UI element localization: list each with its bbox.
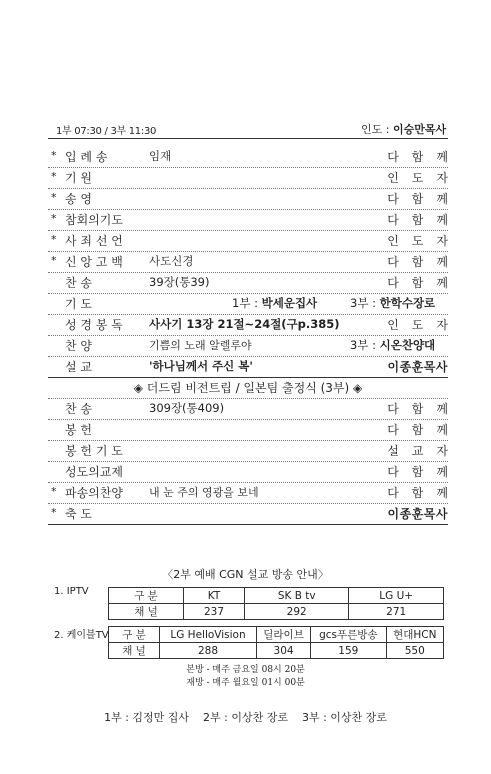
order-leader: 인도자 <box>387 318 461 332</box>
order-leader: 다함께 <box>387 402 461 416</box>
worship-leader-name: 이승만목사 <box>392 123 447 136</box>
cgn-title: 〈2부 예배 CGN 설교 방송 안내〉 <box>162 568 329 581</box>
order-title: 찬 양 <box>65 339 92 353</box>
sermon-title: '하나님께서 주신 복' <box>149 359 253 373</box>
table-cell: LG HelloVision <box>160 627 257 643</box>
cable-table <box>108 626 444 659</box>
table-row <box>109 604 444 620</box>
order-leader: 인도자 <box>387 234 461 248</box>
standing-mark: * <box>51 233 57 246</box>
table-cell: 채 널 <box>109 643 160 659</box>
anthem-part3 <box>350 337 435 353</box>
order2-row-4 <box>48 482 461 504</box>
order-leader: 설교자 <box>387 444 461 458</box>
order-row-4 <box>48 230 461 252</box>
prayer-part1-label: 1부 : <box>232 296 262 310</box>
order-row-prayer <box>48 293 448 315</box>
table-cell: 550 <box>386 643 443 659</box>
order-title: 송 영 <box>65 192 92 206</box>
standing-mark: * <box>51 506 57 519</box>
order-title: 입 례 송 <box>65 150 108 164</box>
broadcast-note-2: 재방 - 매주 월요일 01시 00분 <box>186 678 305 688</box>
announcement-text: ◈ 더드림 비전트립 / 일본팀 출정식 (3부) ◈ <box>133 381 363 395</box>
order-row-0 <box>48 146 461 168</box>
anthem-content: 기쁨의 노래 알렐루야 <box>149 339 252 352</box>
table-row <box>109 627 444 643</box>
table-cell: SK B tv <box>245 588 349 604</box>
standing-mark: * <box>51 191 57 204</box>
table-row <box>109 643 444 659</box>
order-title: 설 교 <box>65 360 92 374</box>
order2-row-3 <box>48 461 461 483</box>
order-title: 기 도 <box>65 297 92 311</box>
order-title: 축 도 <box>65 507 92 521</box>
order-row-sermon <box>48 356 448 378</box>
order-row-2 <box>48 188 461 210</box>
preacher-name: 이종훈목사 <box>387 360 448 374</box>
order-leader: 다함께 <box>387 192 461 206</box>
order-content: 사도신경 <box>149 254 194 268</box>
order-title: 성도의교제 <box>65 465 123 479</box>
order-content: 임재 <box>149 149 172 163</box>
order2-row-5 <box>48 503 448 525</box>
footer-prayer-leaders: 1부 : 김정만 집사 2부 : 이상찬 장로 3부 : 이상찬 장로 <box>104 711 387 724</box>
worship-leader-label: 인도 : <box>361 123 393 136</box>
table-cell: 현대HCN <box>386 627 443 643</box>
table-cell: KT <box>184 588 245 604</box>
prayer-part1 <box>232 295 317 311</box>
order-leader: 다함께 <box>387 276 461 290</box>
table-cell: 288 <box>160 643 257 659</box>
prayer-part3-name: 한학수장로 <box>379 296 436 310</box>
order2-row-1 <box>48 419 461 441</box>
table-cell: 159 <box>311 643 386 659</box>
order-content: 309장(통409) <box>149 401 225 415</box>
standing-mark: * <box>51 212 57 225</box>
order-row-scripture <box>48 314 461 336</box>
prayer-part3 <box>350 295 435 311</box>
order-leader: 다함께 <box>387 150 461 164</box>
service-times: 1부 07:30 / 3부 11:30 <box>56 126 157 137</box>
order-title: 봉 헌 <box>65 423 92 437</box>
order-leader: 다함께 <box>387 486 461 500</box>
order-leader: 다함께 <box>387 465 461 479</box>
scripture-content: 사사기 13장 21절~24절(구p.385) <box>149 317 340 331</box>
order-leader: 다함께 <box>387 213 461 227</box>
order2-row-0 <box>48 398 461 420</box>
order-content: 39장(통39) <box>149 275 210 289</box>
anthem-part3-name: 시온찬양대 <box>379 338 436 352</box>
order-title: 신 앙 고 백 <box>65 255 123 269</box>
order2-row-2 <box>48 440 461 462</box>
table-cell: gcs푸른방송 <box>311 627 386 643</box>
standing-mark: * <box>51 170 57 183</box>
iptv-label: 1. IPTV <box>54 586 89 597</box>
order-row-5 <box>48 251 461 273</box>
table-cell: 구 분 <box>109 588 184 604</box>
iptv-table <box>108 587 444 620</box>
worship-leader <box>361 121 446 137</box>
prayer-part3-label: 3부 : <box>350 296 380 310</box>
table-cell: 딜라이브 <box>257 627 311 643</box>
order-title: 사 죄 선 언 <box>65 234 123 248</box>
standing-mark: * <box>51 485 57 498</box>
order-row-1 <box>48 167 461 189</box>
announcement-row <box>48 377 448 399</box>
table-cell: 237 <box>184 604 245 620</box>
order-title: 파송의찬양 <box>65 486 123 500</box>
order-title: 성 경 봉 독 <box>65 318 123 332</box>
standing-mark: * <box>51 254 57 267</box>
table-cell: 304 <box>257 643 311 659</box>
order-title: 봉 헌 기 도 <box>65 444 123 458</box>
table-cell: 채 널 <box>109 604 184 620</box>
order-content: 내 눈 주의 영광을 보네 <box>149 486 259 499</box>
table-cell: 292 <box>245 604 349 620</box>
order-title: 참회의기도 <box>65 213 123 227</box>
broadcast-note-1: 본방 - 매주 금요일 08시 20분 <box>186 665 305 675</box>
benediction-leader: 이종훈목사 <box>387 507 448 521</box>
order-row-anthem <box>48 335 448 357</box>
order-title: 찬 송 <box>65 276 92 290</box>
order-row-6 <box>48 272 461 294</box>
order-leader: 다함께 <box>387 255 461 269</box>
order-row-3 <box>48 209 461 231</box>
order-leader: 인도자 <box>387 171 461 185</box>
order-title: 기 원 <box>65 171 92 185</box>
table-cell: LG U+ <box>349 588 444 604</box>
order-title: 찬 송 <box>65 402 92 416</box>
cable-label: 2. 케이블TV <box>54 630 109 641</box>
table-cell: 구 분 <box>109 627 160 643</box>
standing-mark: * <box>51 149 57 162</box>
order-leader: 다함께 <box>387 423 461 437</box>
table-cell: 271 <box>349 604 444 620</box>
header-divider <box>48 138 448 139</box>
table-row <box>109 588 444 604</box>
anthem-part3-label: 3부 : <box>350 338 380 352</box>
prayer-part1-name: 박세운집사 <box>261 296 318 310</box>
